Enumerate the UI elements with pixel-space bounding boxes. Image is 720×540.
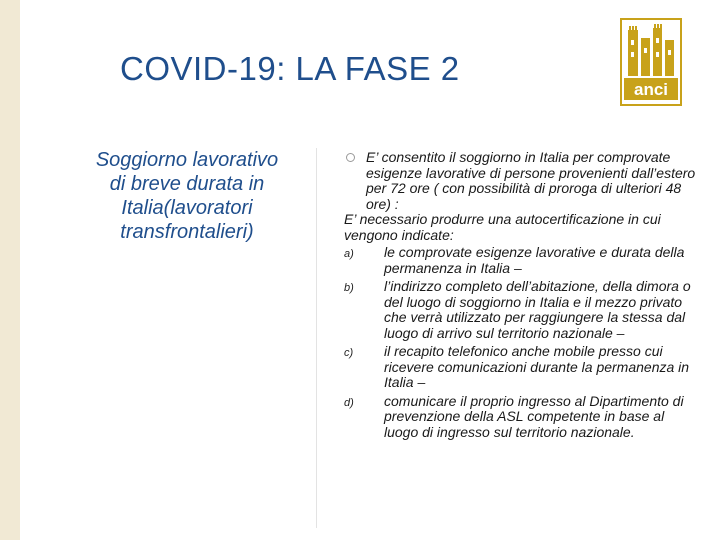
anci-logo-graphic bbox=[622, 20, 680, 104]
requirements-list bbox=[344, 245, 696, 440]
list-item-text: le comprovate esigenze lavorative e durata della permanenza in Italia – bbox=[384, 244, 685, 276]
left-heading-line: Soggiorno lavorativo bbox=[95, 149, 279, 171]
left-heading-line: transfrontalieri) bbox=[120, 221, 254, 243]
left-heading-line: di breve durata in bbox=[109, 173, 265, 195]
list-item bbox=[344, 279, 696, 341]
intro-paragraph: E’ consentito il soggiorno in Italia per comprovate esigenze lavorative di persone provenienti dall’estero per 72 ore ( con possibilità di proroga di ulteriori 48 ore) : bbox=[344, 150, 696, 212]
list-item-text: comunicare il proprio ingresso al Dipartimento di prevenzione della ASL competente in base al luogo di ingresso sul territorio nazionale. bbox=[384, 392, 684, 440]
list-marker: a) bbox=[344, 248, 354, 260]
anci-logo bbox=[620, 18, 682, 106]
slide-title: COVID-19: LA FASE 2 bbox=[120, 50, 460, 87]
requirement-paragraph: E’ necessario produrre una autocertificazione in cui vengono indicate: bbox=[344, 211, 661, 243]
list-item-text: l’indirizzo completo dell’abitazione, della dimora o del luogo di soggiorno in Italia e il mezzo privato che verrà utilizzato per raggiungere la stessa dal luogo di arrivo sul territorio nazionale – bbox=[384, 278, 691, 341]
list-item bbox=[344, 344, 696, 391]
list-marker: c) bbox=[344, 347, 354, 359]
list-item-text: il recapito telefonico anche mobile presso cui ricevere comunicazioni durante la permanenza in Italia – bbox=[384, 343, 690, 390]
list-item bbox=[344, 245, 696, 276]
list-marker: b) bbox=[344, 282, 354, 294]
list-marker: d) bbox=[344, 396, 354, 409]
logo-text: anci bbox=[633, 80, 669, 99]
list-item bbox=[344, 394, 696, 441]
left-decorative-stripe bbox=[0, 0, 20, 540]
left-heading bbox=[56, 148, 318, 244]
right-content bbox=[344, 150, 696, 440]
left-heading-line: Italia(lavoratori bbox=[121, 197, 253, 219]
